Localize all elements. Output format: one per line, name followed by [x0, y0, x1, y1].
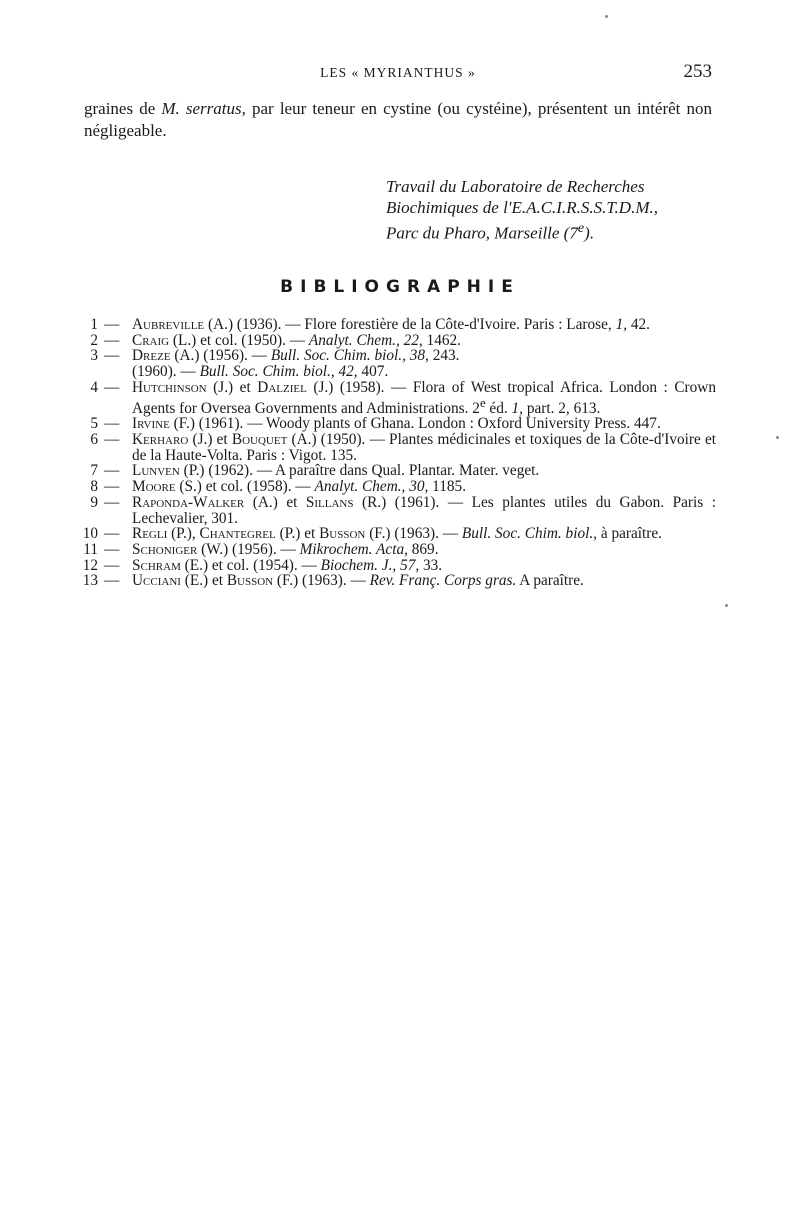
- reference-item: 9 — Raponda-Walker (A.) et Sillans (R.) (1961). — Les plantes utiles du Gabon. Paris : Lechevalier, 301.: [76, 495, 716, 526]
- credit-line-1: Travail du Laboratoire de Recherches: [386, 177, 645, 196]
- reference-number: 5: [90, 415, 98, 433]
- reference-item: 3 — Dreze (A.) (1956). — Bull. Soc. Chim. biol., 38, 243.: [76, 348, 716, 364]
- print-speck: [776, 436, 779, 439]
- reference-item: 13 — Ucciani (E.) et Busson (F.) (1963). — Rev. Franç. Corps gras. A paraître.: [76, 573, 716, 589]
- reference-number: 9: [90, 493, 98, 511]
- bibliography-heading: BIBLIOGRAPHIE: [280, 277, 520, 297]
- reference-item: 10 — Regli (P.), Chantegrel (P.) et Busson (F.) (1963). — Bull. Soc. Chim. biol., à paraître.: [76, 526, 716, 542]
- reference-number: 7: [90, 462, 98, 480]
- reference-item: 2 — Craig (L.) et col. (1950). — Analyt. Chem., 22, 1462.: [76, 333, 716, 349]
- reference-item: 4 — Hutchinson (J.) et Dalziel (J.) (1958). — Flora of West tropical Africa. London : Crown Agents for Oversea Governments and Administrations. 2e éd. 1, part. 2, 613.: [76, 380, 716, 417]
- page-number: 253: [683, 61, 712, 82]
- reference-number: 11: [83, 540, 98, 558]
- reference-number: 10: [82, 525, 98, 543]
- reference-author: Aubreville: [132, 316, 205, 333]
- reference-item: 8 — Moore (S.) et col. (1958). — Analyt. Chem., 30, 1185.: [76, 479, 716, 495]
- reference-number: 12: [82, 556, 98, 574]
- reference-author: Dreze: [132, 347, 171, 365]
- reference-author: Sillans: [305, 493, 354, 511]
- running-title: LES « MYRIANTHUS »: [320, 65, 476, 80]
- reference-author: Moore: [132, 478, 176, 496]
- reference-author: Irvine: [132, 415, 170, 433]
- reference-author: Busson: [319, 525, 366, 543]
- reference-author: Bouquet: [231, 431, 288, 449]
- species-name: M. serratus,: [161, 99, 246, 118]
- reference-number: 8: [90, 478, 98, 496]
- reference-author: Hutchinson: [132, 378, 207, 396]
- reference-author: Craig: [132, 331, 170, 349]
- credit-line-3: Parc du Pharo, Marseille (7e).: [386, 220, 595, 243]
- laboratory-credit: [386, 176, 716, 244]
- reference-author: Raponda-Walker: [132, 493, 245, 511]
- reference-item: 12 — Schram (E.) et col. (1954). — Biochem. J., 57, 33.: [76, 558, 716, 574]
- reference-continuation: (1960). — Bull. Soc. Chim. biol., 42, 407.: [132, 363, 389, 381]
- reference-author: Regli: [132, 525, 168, 543]
- reference-number: 3: [90, 347, 98, 365]
- intro-paragraph: [84, 98, 712, 142]
- reference-author: Kerharo: [132, 431, 189, 449]
- reference-author: Dalziel: [257, 378, 307, 396]
- print-speck: [725, 604, 728, 607]
- print-speck: [605, 15, 608, 18]
- intro-text: graines de M. serratus, par leur teneur en cystine (ou cystéine), présentent un intérêt non négligeable.: [84, 99, 712, 140]
- reference-number: 1: [90, 316, 98, 333]
- reference-list: [76, 317, 716, 589]
- reference-author: Ucciani: [132, 572, 181, 590]
- credit-line-2: Biochimiques de l'E.A.C.I.R.S.S.T.D.M.,: [386, 198, 658, 217]
- reference-item: 7 — Lunven (P.) (1962). — A paraître dans Qual. Plantar. Mater. veget.: [76, 463, 716, 479]
- reference-author: Lunven: [132, 462, 180, 480]
- reference-item: 5 — Irvine (F.) (1961). — Woody plants of Ghana. London : Oxford University Press. 447.: [76, 416, 716, 432]
- reference-number: 13: [82, 572, 98, 590]
- reference-item: 6 — Kerharo (J.) et Bouquet (A.) (1950). — Plantes médicinales et toxiques de la Côte-d'Ivoire et de la Haute-Volta. Paris : Vigot. 135.: [76, 432, 716, 463]
- reference-number: 6: [90, 431, 98, 449]
- reference-author: Schram: [132, 556, 181, 574]
- reference-author: Chantegrel: [199, 525, 276, 543]
- reference-number: 4: [90, 378, 98, 396]
- reference-item: 11 — Schoniger (W.) (1956). — Mikrochem. Acta, 869.: [76, 542, 716, 558]
- reference-author: Schoniger: [132, 540, 198, 558]
- reference-number: 2: [90, 331, 98, 349]
- running-head: [84, 63, 712, 83]
- reference-item: 1 — Aubreville (A.) (1936). — Flore forestière de la Côte-d'Ivoire. Paris : Larose, 1, 42.: [76, 317, 716, 333]
- reference-author: Busson: [226, 572, 274, 590]
